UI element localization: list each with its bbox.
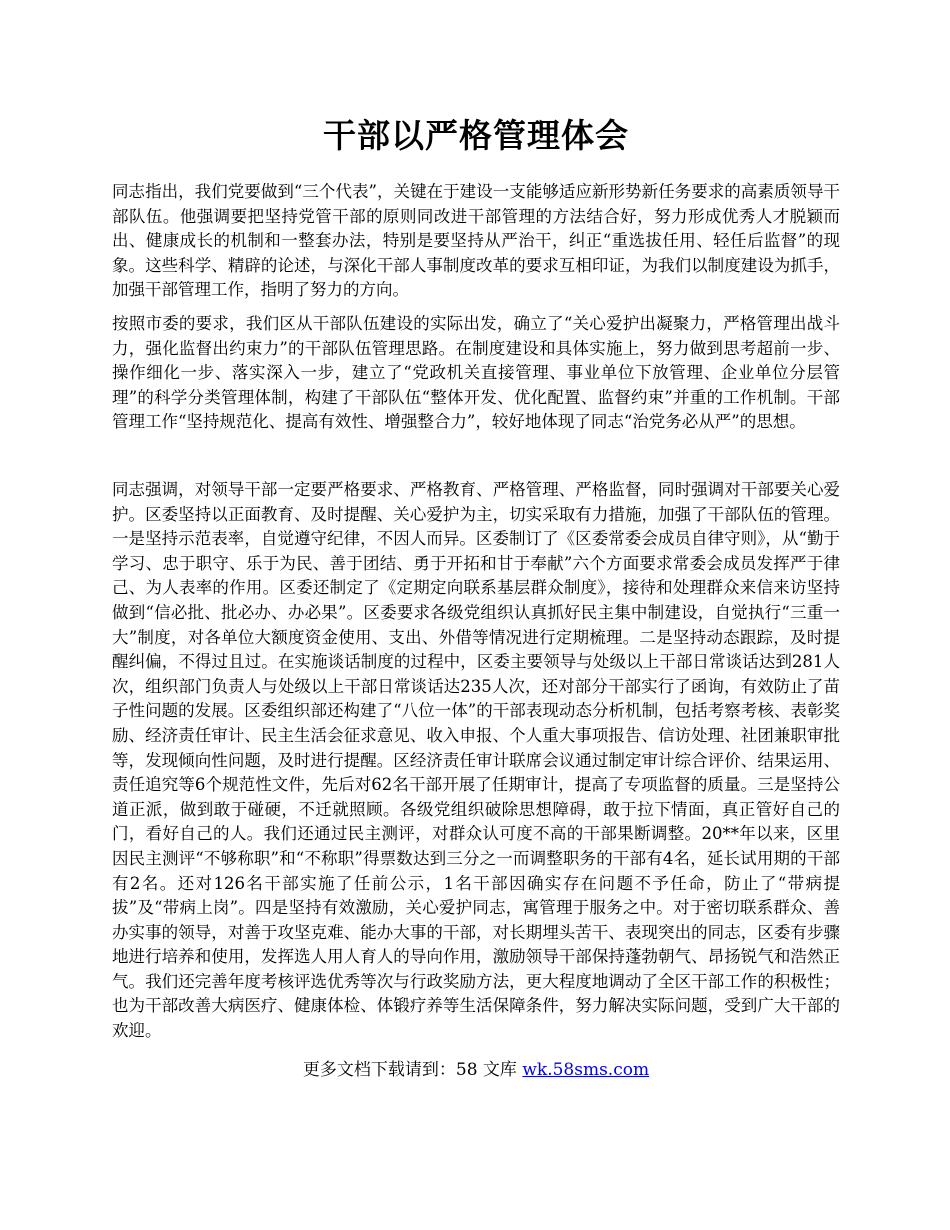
footer-download-note — [112, 1057, 840, 1083]
footer-prefix-text: 更多文档下载请到：58 文库 — [302, 1060, 523, 1080]
paragraph-2: 按照市委的要求，我们区从干部队伍建设的实际出发，确立了“关心爱护出凝聚力，严格管理出战斗力，强化监督出约束力”的干部队伍管理思路。在制度建设和具体实施上，努力做到思考超前一步、操作细化一步、落实深入一步，建立了“党政机关直接管理、事业单位下放管理、企业单位分层管理”的科学分类管理体制，构建了干部队伍“整体开发、优化配置、监督约束”并重的工作机制。干部管理工作“坚持规范化、提高有效性、增强整合力”，较好地体现了同志“治党务必从严”的思想。 — [112, 314, 840, 432]
paragraph-1: 同志指出，我们党要做到“三个代表”，关键在于建设一支能够适应新形势新任务要求的高素质领导干部队伍。他强调要把坚持党管干部的原则同改进干部管理的方法结合好，努力形成优秀人才脱颖而出、健康成长的机制和一整套办法，特别是要坚持从严治干，纠正“重选拔任用、轻任后监督”的现象。这些科学、精辟的论述，与深化干部人事制度改革的要求互相印证，为我们以制度建设为抓手，加强干部管理工作，指明了努力的方向。 — [112, 182, 840, 300]
footer-site-link[interactable]: wk.58sms.com — [522, 1060, 650, 1080]
document-title: 干部以严格管理体会 — [323, 116, 629, 155]
paragraph-3: 同志强调，对领导干部一定要严格要求、严格教育、严格管理、严格监督，同时强调对干部要关心爱护。区委坚持以正面教育、及时提醒、关心爱护为主，切实采取有力措施，加强了干部队伍的管理。一是坚持示范表率，自觉遵守纪律，不因人而异。区委制订了《区委常委会成员自律守则》，从“勤于学习、忠于职守、乐于为民、善于团结、勇于开拓和甘于奉献”六个方面要求常委会成员发挥严于律己、为人表率的作用。区委还制定了《定期定向联系基层群众制度》，接待和处理群众来信来访坚持做到“信必批、批必办、办必果”。区委要求各级党组织认真抓好民主集中制建设，自觉执行“三重一大”制度，对各单位大额度资金使用、支出、外借等情况进行定期梳理。二是坚持动态跟踪，及时提醒纠偏，不得过且过。在实施谈话制度的过程中，区委主要领导与处级以上干部日常谈话达到281人次，组织部门负责人与处级以上干部日常谈话达235人次，还对部分干部实行了函询，有效防止了苗子性问题的发展。区委组织部还构建了“八位一体”的干部表现动态分析机制，包括考察考核、表彰奖励、经济责任审计、民主生活会征求意见、收入申报、个人重大事项报告、信访处理、社团兼职审批等，发现倾向性问题，及时进行提醒。区经济责任审计联席会议通过制定审计综合评价、结果运用、责任追究等6个规范性文件，先后对62名干部开展了任期审计，提高了专项监督的质量。三是坚持公道正派，做到敢于碰硬，不迁就照顾。各级党组织破除思想障碍，敢于拉下情面，真正管好自己的门，看好自己的人。我们还通过民主测评，对群众认可度不高的干部果断调整。20**年以来，区里因民主测评“不够称职”和“不称职”得票数达到三分之一而调整职务的干部有4名，延长试用期的干部有2名。还对126名干部实施了任前公示，1名干部因确实存在问题不予任命，防止了“带病提拔”及“带病上岗”。四是坚持有效激励，关心爱护同志，寓管理于服务之中。对于密切联系群众、善办实事的领导，对善于攻坚克难、能办大事的干部，对长期埋头苦干、表现突出的同志，区委有步骤地进行培养和使用，发挥选人用人育人的导向作用，激励领导干部保持蓬勃朝气、昂扬锐气和浩然正气。我们还完善年度考核评选优秀等次与行政奖励方法，更大程度地调动了全区干部工作的积极性；也为干部改善大病医疗、健康体检、体锻疗养等生活保障条件，努力解决实际问题，受到广大干部的欢迎。 — [112, 480, 840, 1041]
